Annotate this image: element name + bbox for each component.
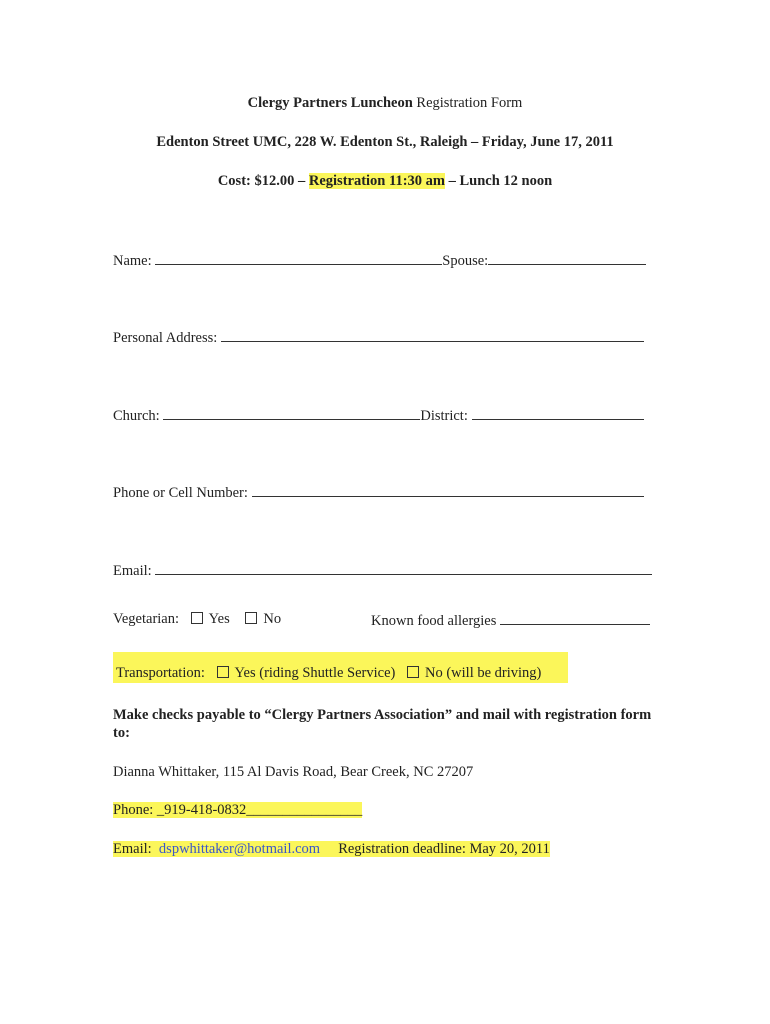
transportation-label: Transportation: — [116, 665, 205, 681]
spouse-field[interactable] — [488, 250, 646, 265]
registration-time: Registration 11:30 am — [308, 173, 445, 189]
district-label: District: — [420, 408, 468, 424]
contact-email-link[interactable]: dspwhittaker@hotmail.com — [158, 841, 321, 857]
address-row — [113, 327, 644, 347]
vegetarian-label: Vegetarian: — [113, 611, 180, 627]
vegetarian-yes-label: Yes — [208, 611, 230, 627]
name-field[interactable] — [155, 250, 442, 265]
address-label: Personal Address: — [113, 330, 218, 346]
cost-line — [0, 172, 770, 190]
allergies-row — [371, 610, 650, 630]
contact-phone: Phone: _919-418-0832________________ — [113, 802, 363, 818]
event-location: Edenton Street UMC, 228 W. Edenton St., Raleigh – Friday, June 17, 2011 — [156, 134, 614, 150]
transport-no-label: No (will be driving) — [424, 665, 542, 681]
email-row — [113, 560, 652, 580]
church-field[interactable] — [163, 405, 420, 420]
vegetarian-yes-checkbox[interactable] — [191, 612, 203, 624]
church-label: Church: — [113, 408, 160, 424]
email-field[interactable] — [155, 560, 652, 575]
transport-yes-checkbox[interactable] — [217, 666, 229, 678]
form-title-rest: Registration Form — [412, 95, 523, 111]
vegetarian-no-checkbox[interactable] — [245, 612, 257, 624]
mailing-address: Dianna Whittaker, 115 Al Davis Road, Bear Creek, NC 27207 — [113, 764, 474, 780]
phone-label: Phone or Cell Number: — [113, 485, 248, 501]
allergies-field[interactable] — [500, 610, 650, 625]
form-title — [0, 94, 770, 112]
email-label: Email: — [113, 563, 152, 579]
phone-field[interactable] — [252, 482, 644, 497]
allergies-label: Known food allergies — [371, 613, 497, 629]
church-row — [113, 405, 644, 425]
address-field[interactable] — [221, 327, 644, 342]
transport-yes-label: Yes (riding Shuttle Service) — [234, 665, 396, 681]
district-field[interactable] — [472, 405, 644, 420]
name-label: Name: — [113, 253, 152, 269]
contact-email-highlight — [113, 841, 550, 857]
registration-deadline: Registration deadline: May 20, 2011 — [338, 841, 550, 857]
payment-instructions: Make checks payable to “Clergy Partners Association” and mail with registration form to: — [113, 707, 652, 741]
phone-row — [113, 482, 644, 502]
vegetarian-row — [113, 610, 281, 628]
contact-email-line — [113, 840, 550, 858]
vegetarian-no-label: No — [263, 611, 282, 627]
transportation-row — [116, 664, 541, 682]
form-title-bold: Clergy Partners Luncheon — [247, 95, 413, 111]
contact-email-label: Email: — [113, 841, 152, 857]
cost-text: Cost: $12.00 – — [217, 173, 309, 189]
transport-no-checkbox[interactable] — [407, 666, 419, 678]
lunch-time: – Lunch 12 noon — [444, 173, 553, 189]
spouse-label: Spouse: — [442, 253, 489, 269]
contact-phone-line — [113, 801, 362, 819]
name-row — [113, 250, 646, 270]
